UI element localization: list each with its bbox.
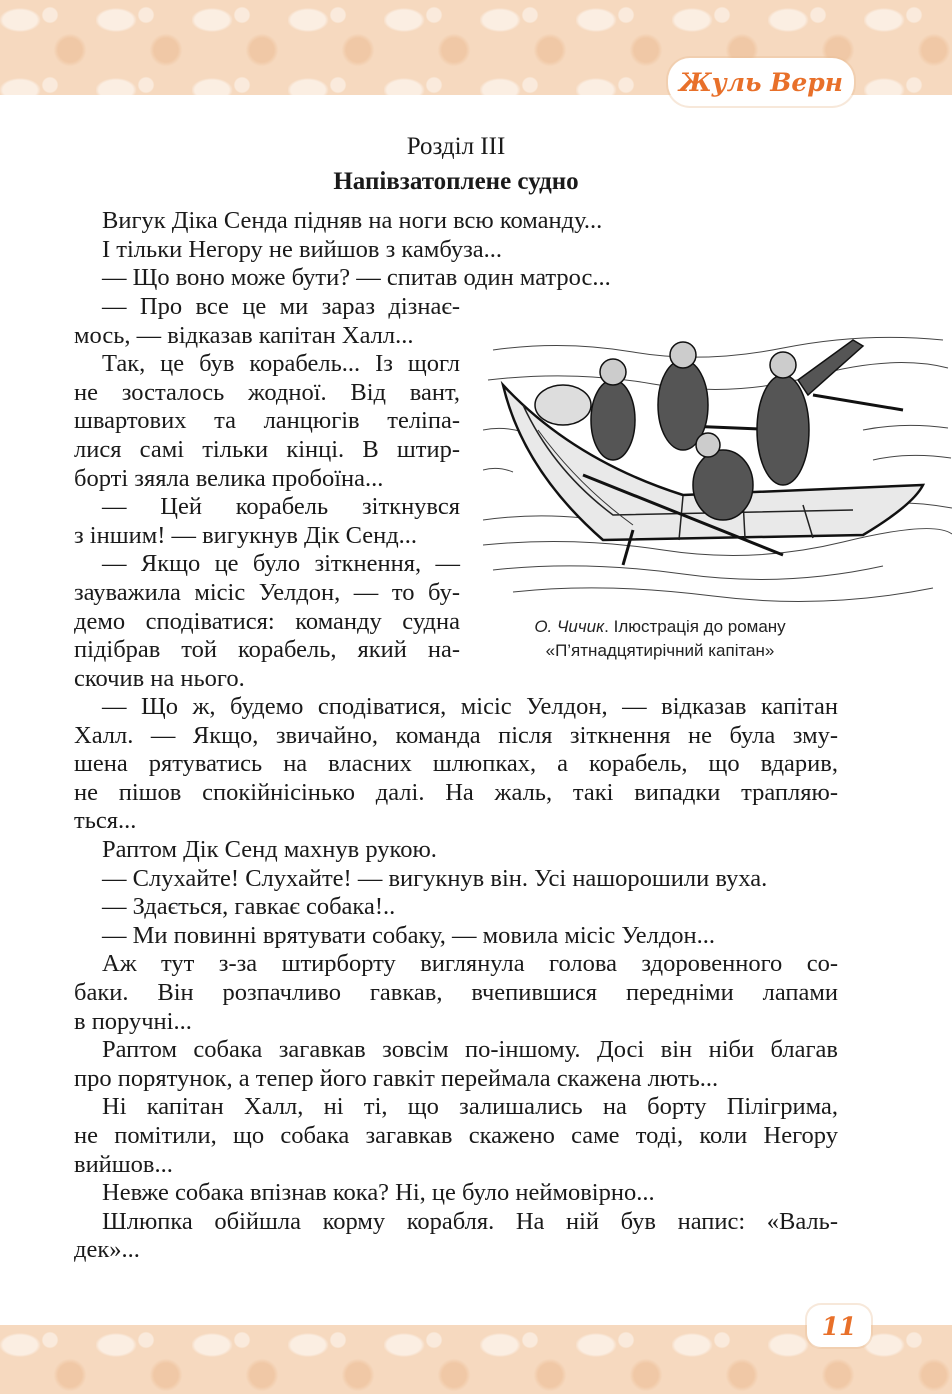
paragraph <box>74 207 838 236</box>
boat-sketch-svg <box>483 310 952 610</box>
text-line: І тільки Негору не вийшов з камбуза... <box>102 235 503 263</box>
text-line: підібрав той корабель, який на- <box>74 636 460 664</box>
paragraph <box>74 493 460 550</box>
caption-author: О. Чичик <box>534 617 605 636</box>
paragraph <box>74 550 460 693</box>
boat-illustration <box>483 310 952 610</box>
text-line: — Слухайте! Слухайте! — вигукнув він. Усі нашорошили вуха. <box>102 864 768 892</box>
paragraph <box>74 236 838 265</box>
text-line: не зосталось жодної. Від вант, <box>74 378 460 406</box>
text-line: — Цей корабель зіткнувся <box>102 493 460 521</box>
page-number-badge <box>807 1305 871 1347</box>
text-block-beside-illustration <box>74 293 460 693</box>
text-line: борті зяяла велика пробоїна... <box>74 464 384 492</box>
caption-text: . Ілюстрація до роману <box>604 617 786 636</box>
text-line: — Що ж, будемо сподіватися, місіс Уелдон, — відказав капітан <box>102 693 838 720</box>
caption-line-1 <box>490 615 830 639</box>
text-line: ться... <box>74 807 137 835</box>
paragraph <box>74 1208 838 1265</box>
text-line: Раптом собака загавкав зовсім по-іншому. Досі він ніби благав <box>102 1036 838 1064</box>
caption-line-2: «П’ятнадцятирічний капітан» <box>545 641 775 660</box>
chapter-number: Розділ III <box>406 133 506 160</box>
text-line: Раптом Дік Сенд махнув рукою. <box>102 835 437 863</box>
text-line: Так, це був корабель... Із щогл <box>102 350 460 378</box>
author-tab <box>668 58 854 106</box>
paragraph <box>74 922 838 951</box>
text-line: Шлюпка обійшла корму корабля. На ній був напис: «Валь- <box>102 1207 838 1235</box>
text-line: — Про все це ми зараз дізнає- <box>102 293 460 320</box>
text-line: Ні капітан Халл, ні ті, що залишались на борту Пілігрима, <box>102 1093 838 1121</box>
paragraph <box>74 836 838 865</box>
author-name: Жуль Верн <box>679 67 843 97</box>
page-number: 11 <box>821 1311 857 1341</box>
text-line: в поручні... <box>74 1007 192 1035</box>
text-line: Аж тут з-за штирборту виглянула голова здоровенного со- <box>102 950 838 978</box>
illustration-caption <box>490 615 830 663</box>
text-line: не пішов спокійнісінько далі. На жаль, такі випадки трапляю- <box>74 778 838 806</box>
paragraph <box>74 950 838 1036</box>
text-line: зауважила місіс Уелдон, — то бу- <box>74 578 460 606</box>
text-line: мось, — відказав капітан Халл... <box>74 321 414 349</box>
text-line: Вигук Діка Сенда підняв на ноги всю команду... <box>102 207 603 234</box>
text-line: — Ми повинні врятувати собаку, — мовила місіс Уелдон... <box>102 921 716 949</box>
text-line: дек»... <box>74 1236 140 1264</box>
text-line: лися самі тільки кінці. В штир- <box>74 435 460 463</box>
text-line: скочив на нього. <box>74 664 245 692</box>
text-block-top <box>74 207 838 293</box>
paragraph <box>74 293 460 350</box>
paragraph <box>74 350 460 493</box>
chapter-title: Напівзатоплене судно <box>333 168 579 195</box>
text-line: шена рятуватись на власних шлюпках, а корабель, що вдарив, <box>74 750 838 778</box>
paragraph <box>74 893 838 922</box>
text-line: швартових та ланцюгів теліпа- <box>74 407 460 435</box>
text-line: Невже собака впізнав кока? Ні, це було неймовірно... <box>102 1179 655 1207</box>
paragraph <box>74 1093 838 1179</box>
paragraph <box>74 264 838 293</box>
text-line: демо сподіватися: команду судна <box>74 607 460 635</box>
text-line: — Якщо це було зіткнення, — <box>102 550 460 578</box>
text-line: вийшов... <box>74 1150 173 1178</box>
paragraph <box>74 865 838 894</box>
paragraph <box>74 693 838 836</box>
text-line: — Що воно може бути? — спитав один матрос... <box>102 264 611 292</box>
text-line: з іншим! — вигукнув Дік Сенд... <box>74 521 418 549</box>
text-line: Халл. — Якщо, звичайно, команда після зіткнення не була зму- <box>74 721 838 749</box>
text-line: — Здається, гавкає собака!.. <box>102 893 396 921</box>
text-line: про порятунок, а тепер його гавкіт переймала скажена лють... <box>74 1064 719 1092</box>
text-line: не помітили, що собака загавкав скажено саме тоді, коли Негору <box>74 1121 838 1149</box>
paragraph <box>74 1036 838 1093</box>
paragraph <box>74 1179 838 1208</box>
text-line: баки. Він розпачливо гавкав, вчепившися передніми лапами <box>74 978 838 1006</box>
text-block-bottom <box>74 693 838 1265</box>
